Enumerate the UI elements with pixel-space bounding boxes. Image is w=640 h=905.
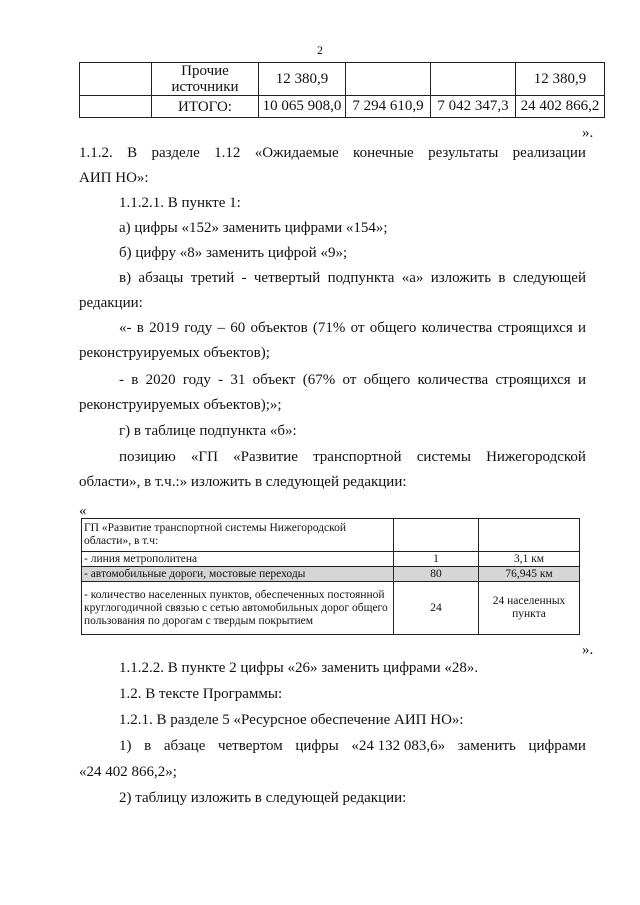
paragraph-text: реконструируемых объектов);»; xyxy=(79,397,282,413)
table-cell: 76,945 км xyxy=(479,567,580,582)
table-cell xyxy=(80,96,152,118)
table-row xyxy=(80,63,605,96)
table-cell: - автомобильные дороги, мостовые переходы xyxy=(82,567,394,582)
paragraph-item-a: а) цифры «152» заменить цифрами «154»; xyxy=(119,220,388,236)
paragraph-1-2: 1.2. В тексте Программы: xyxy=(119,686,283,702)
table-row xyxy=(82,552,580,567)
paragraph-1-1-2: 1.1.2. В разделе 1.12 «Ожидаемые конечные результаты реализации xyxy=(79,145,586,161)
paragraph-item-g: г) в таблице подпункта «б»: xyxy=(119,423,297,439)
transport-program-table xyxy=(81,518,580,635)
table-cell: 80 xyxy=(394,567,479,582)
table-cell xyxy=(80,63,152,96)
paragraph-1-1-2-1: 1.1.2.1. В пункте 1: xyxy=(119,195,241,211)
table-cell xyxy=(394,519,479,552)
table-cell: - линия метрополитена xyxy=(82,552,394,567)
table-cell: 7 294 610,9 xyxy=(346,96,431,118)
table-cell xyxy=(479,519,580,552)
resource-table-fragment xyxy=(79,62,605,118)
table-row xyxy=(80,96,605,118)
paragraph-item-1: 1) в абзаце четвертом цифры «24 132 083,6» заменить цифрами xyxy=(119,738,586,754)
table-cell: ГП «Развитие транспортной системы Нижегородской области», в т.ч: xyxy=(82,519,394,552)
paragraph-2019: «- в 2019 году – 60 объектов (71% от общего количества строящихся и xyxy=(119,320,586,336)
paragraph-position: позицию «ГП «Развитие транспортной системы Нижегородской xyxy=(119,449,586,465)
page-number: 2 xyxy=(317,43,323,57)
table-row xyxy=(82,582,580,635)
paragraph-item-v: в) абзацы третий - четвертый подпункта «а» изложить в следующей xyxy=(119,270,586,286)
table-cell: 24 402 866,2 xyxy=(516,96,605,118)
paragraph-text: «24 402 866,2»; xyxy=(79,764,177,780)
table-row xyxy=(82,519,580,552)
table-cell: 24 xyxy=(394,582,479,635)
table-cell: ИТОГО: xyxy=(152,96,259,118)
paragraph-1-2-1: 1.2.1. В разделе 5 «Ресурсное обеспечение АИП НО»: xyxy=(119,712,464,728)
paragraph-text: реконструируемых объектов); xyxy=(79,345,270,361)
table-cell xyxy=(431,63,516,96)
table-cell: - количество населенных пунктов, обеспеченных постоянной круглогодичной связью с сетью автомобильных дорог общего пользования по дорогам с твердым покрытием xyxy=(82,582,394,635)
closing-quote: ». xyxy=(582,125,594,141)
closing-quote: ». xyxy=(582,642,594,658)
table-row xyxy=(82,567,580,582)
paragraph-text: области», в т.ч.:» изложить в следующей редакции: xyxy=(79,474,407,490)
paragraph-item-2: 2) таблицу изложить в следующей редакции: xyxy=(119,790,407,806)
table-cell xyxy=(346,63,431,96)
table-cell: 1 xyxy=(394,552,479,567)
table-cell: 24 населенных пункта xyxy=(479,582,580,635)
paragraph-2020: - в 2020 году - 31 объект (67% от общего количества строящихся и xyxy=(119,372,586,388)
paragraph-text: редакции: xyxy=(79,295,143,311)
table-cell: 10 065 908,0 xyxy=(259,96,346,118)
table-cell: 7 042 347,3 xyxy=(431,96,516,118)
paragraph-text: АИП НО»: xyxy=(79,170,149,186)
table-cell: 12 380,9 xyxy=(516,63,605,96)
table-cell: Прочие источники xyxy=(152,63,259,96)
table-cell: 3,1 км xyxy=(479,552,580,567)
opening-quote: « xyxy=(79,503,87,519)
paragraph-item-b: б) цифру «8» заменить цифрой «9»; xyxy=(119,245,348,261)
table-cell: 12 380,9 xyxy=(259,63,346,96)
paragraph-1-1-2-2: 1.1.2.2. В пункте 2 цифры «26» заменить цифрами «28». xyxy=(119,660,479,676)
